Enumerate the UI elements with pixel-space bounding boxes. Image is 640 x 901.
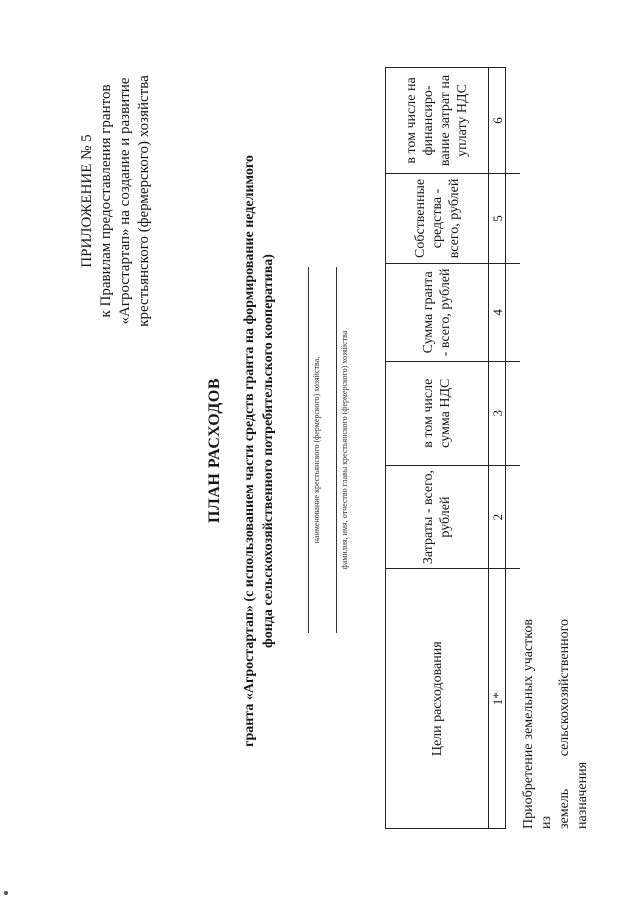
table-header-row xyxy=(386,68,489,829)
head-name-caption: фамилия, имя, отчество главы крестьянского (фермерского) хозяйства xyxy=(340,330,349,570)
appendix-number: ПРИЛОЖЕНИЕ № 5 xyxy=(79,134,95,268)
column-number: 4 xyxy=(489,263,506,361)
scan-mark xyxy=(4,891,8,895)
table-cell xyxy=(506,569,521,829)
purpose-line: земель сельскохозяйственного xyxy=(557,619,572,829)
header-cell-own-funds: Собственные средства - всего, рублей xyxy=(386,173,489,263)
appendix-reference-line: «Агростартап» на создание и развитие xyxy=(117,77,133,325)
table-cell xyxy=(506,173,521,263)
header-cell-grant-amount: Сумма гранта - всего, рублей xyxy=(386,263,489,361)
column-number: 6 xyxy=(489,68,506,174)
document-title: ПЛАН РАСХОДОВ xyxy=(206,378,223,524)
subtitle-line: фонда сельскохозяйственного потребительского кооператива) xyxy=(261,254,276,648)
subtitle-line: гранта «Агростартап» (с использованием части средств гранта на формирование неделимого xyxy=(242,155,257,747)
table-cell xyxy=(506,361,521,465)
table-cell xyxy=(506,263,521,361)
column-number: 5 xyxy=(489,173,506,263)
appendix-reference-line: к Правилам предоставления грантов xyxy=(98,84,114,318)
purpose-line: Приобретение земельных участков из xyxy=(521,619,554,829)
farm-name-caption: наименование крестьянского (фермерского) хозяйства, xyxy=(312,356,321,544)
column-number: 2 xyxy=(489,465,506,569)
purpose-line: назначения xyxy=(575,761,590,829)
table-cell xyxy=(506,68,521,174)
header-cell-purpose: Цели расходования xyxy=(386,569,489,829)
header-cell-vat-financing: в том числе на финансиро-вание затрат на уплату НДС xyxy=(386,68,489,174)
expense-plan-table xyxy=(385,67,520,829)
appendix-reference-line: крестьянского (фермерского) хозяйства xyxy=(136,75,152,327)
column-number-row xyxy=(489,68,506,829)
document-subtitle xyxy=(240,61,278,841)
table-cell xyxy=(506,465,521,569)
column-number: 1* xyxy=(489,569,506,829)
farm-name-fill-line xyxy=(308,267,309,633)
head-name-fill-line xyxy=(336,267,337,633)
first-expense-purpose xyxy=(520,619,592,829)
header-cell-vat: в том числе сумма НДС xyxy=(386,361,489,465)
column-number: 3 xyxy=(489,361,506,465)
table-row-stub xyxy=(506,68,521,829)
appendix-header xyxy=(78,21,154,381)
header-cell-total-costs: Затраты - всего, рублей xyxy=(386,465,489,569)
